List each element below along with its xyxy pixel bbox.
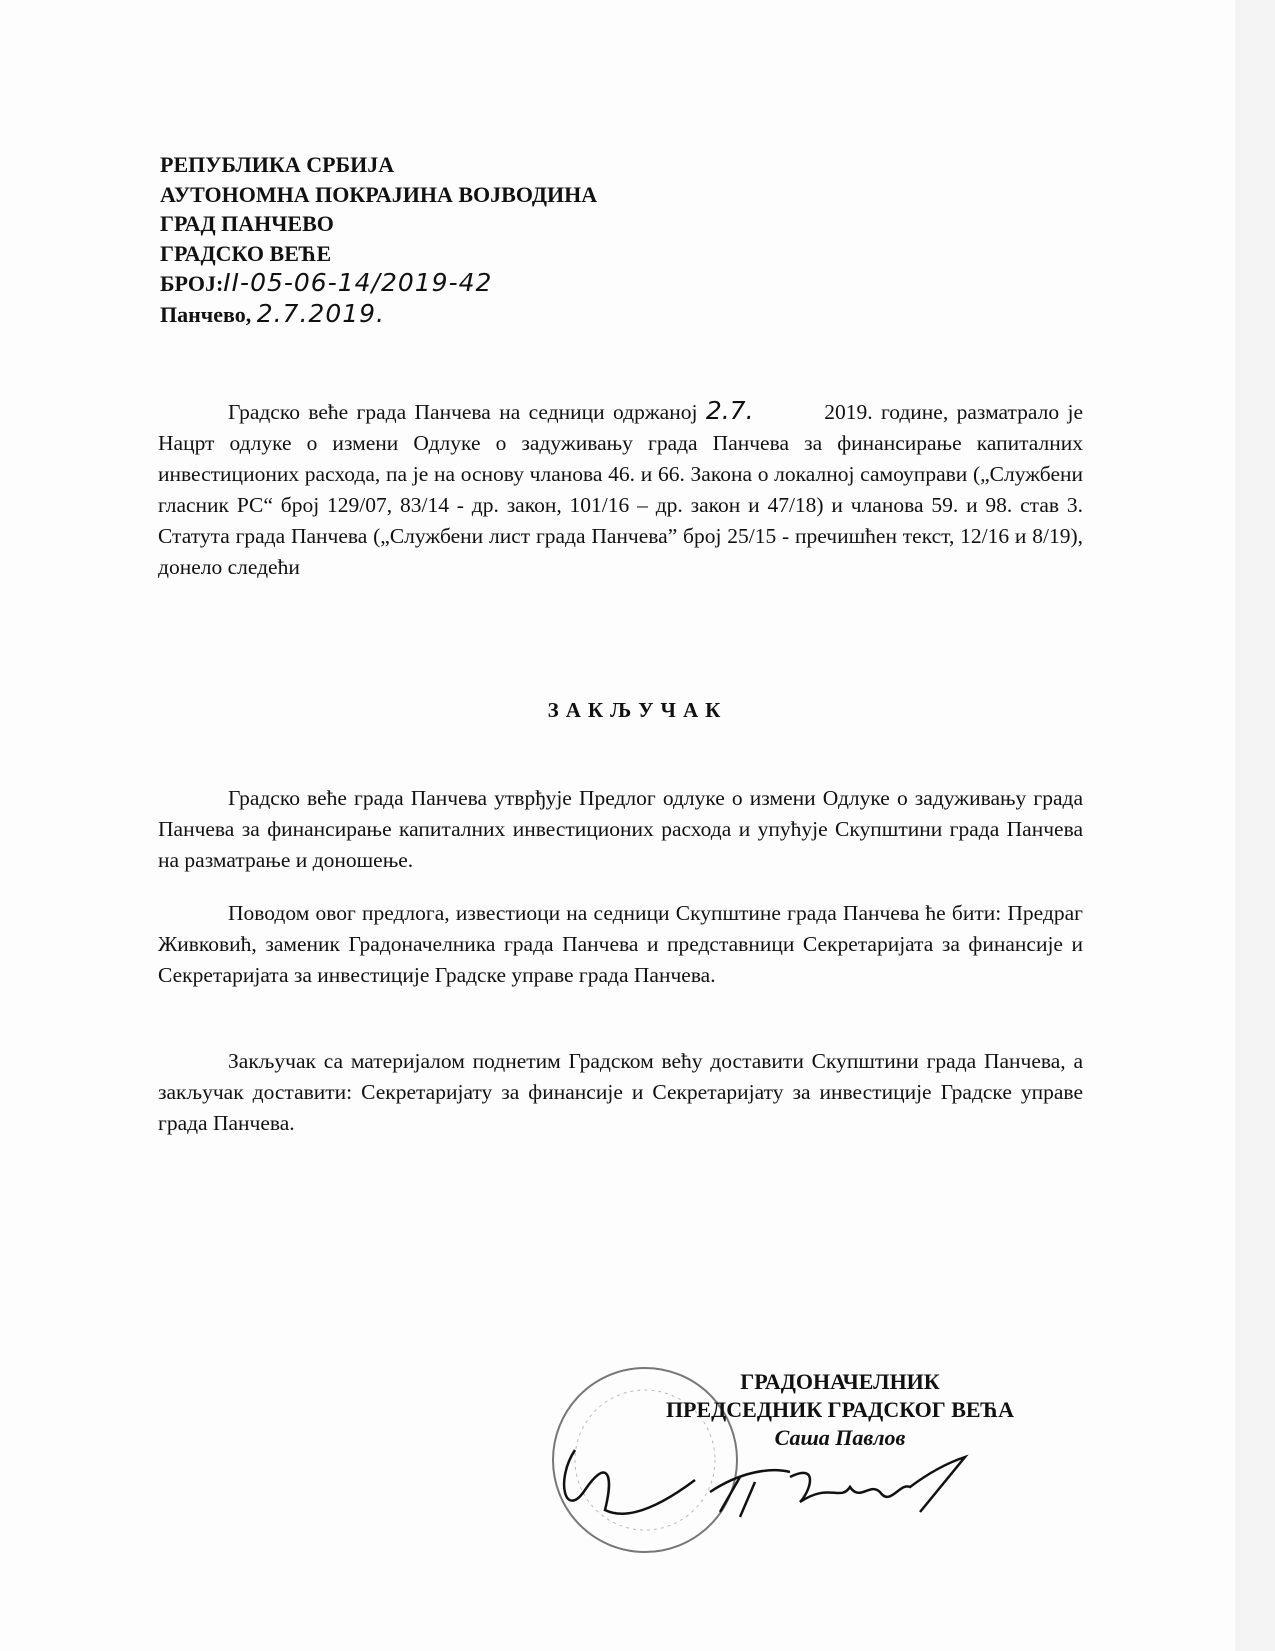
signature-block xyxy=(640,1368,1040,1529)
header-line: ГРАД ПАНЧЕВО xyxy=(160,211,334,236)
document-place-date xyxy=(160,299,597,330)
signatory-name: Саша Павлов xyxy=(774,1425,906,1450)
body-paragraph: Поводом овог предлога, известиоци на седници Скупштине града Панчева ће бити: Предраг Живковић, заменик Градоначелника града Панчева и представници Секретаријата за финансије и Секретаријата за инвестиције Градске управе града Панчева. xyxy=(158,901,1083,987)
scan-edge xyxy=(1235,0,1275,1651)
signatory-title: ПРЕДСЕДНИК ГРАДСКОГ ВЕЋА xyxy=(665,1397,1015,1422)
number-label: БРОЈ: xyxy=(160,271,224,296)
date-handwritten: 2.7.2019. xyxy=(256,298,385,328)
intro-text: Градско веће града Панчева на седници одржаној xyxy=(228,400,698,424)
header-line: РЕПУБЛИКА СРБИЈА xyxy=(160,152,395,177)
handwritten-signature xyxy=(700,1452,980,1522)
body-paragraph: Градско веће града Панчева утврђује Предлог одлуке о измени Одлуке о задуживању града Панчева за финансирање капиталних инвестиционих расхода и упућује Скупштини града Панчева на разматрање и доношење. xyxy=(158,786,1083,872)
intro-paragraph xyxy=(158,395,1083,583)
document-number xyxy=(160,268,597,299)
header-line: ГРАДСКО ВЕЋЕ xyxy=(160,240,332,266)
document-title: ЗАКЉУЧАК xyxy=(547,698,728,722)
intro-text-cont: 2019. године, разматрало је Нацрт одлуке о измени Одлуке о задуживању града Панчева за финансирање капиталних инвестиционих расхода, па је на основу чланова 46. и 66. Закона о локалној самоуправи („Службени гласник РС“ број 129/07, 83/14 - др. закон, 101/16 – др. закон и 47/18) и чланова 59. и 98. став 3. Статута града Панчева („Службени лист града Панчева” број 25/15 - пречишћен текст, 12/16 и 8/19), донело следећи xyxy=(158,400,1084,579)
session-date-handwritten: 2.7. xyxy=(705,396,754,425)
place-label: Панчево, xyxy=(160,301,252,327)
number-handwritten: II-05-06-14/2019-42 xyxy=(223,268,493,297)
body-paragraph: Закључак са материјалом поднетим Градском већу доставити Скупштини града Панчева, а закључак доставити: Секретаријату за финансије и Секретаријату за инвестиције Градске управе града Панчева. xyxy=(158,1049,1083,1135)
header-line: АУТОНОМНА ПОКРАЈИНА ВОЈВОДИНА xyxy=(160,181,598,207)
document-header xyxy=(160,150,597,329)
signatory-title: ГРАДОНАЧЕЛНИК xyxy=(740,1369,940,1394)
